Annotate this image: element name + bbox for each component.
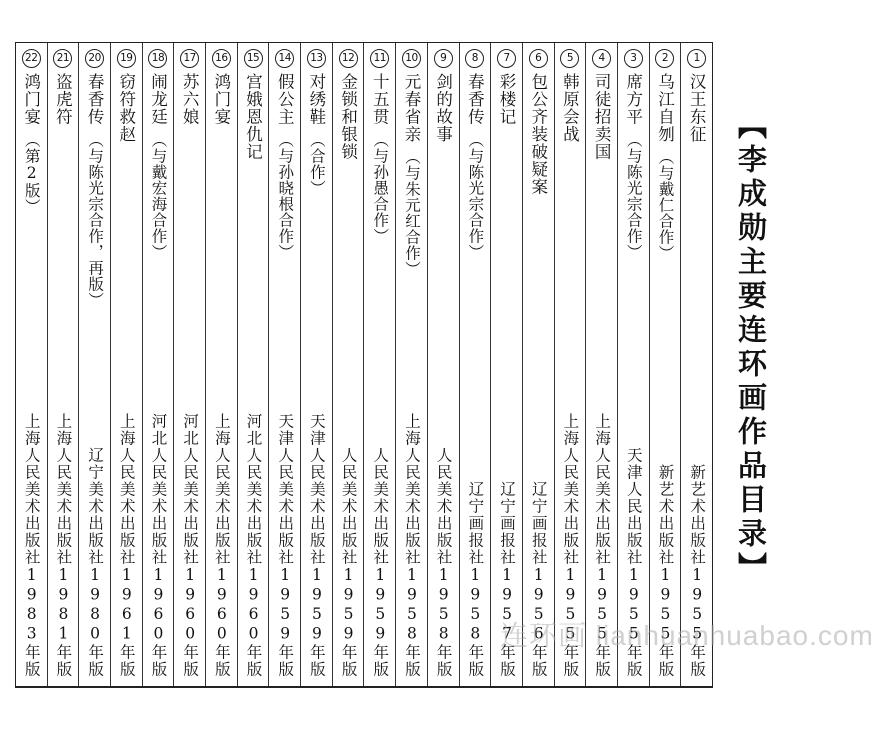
catalog-entry: [78, 43, 110, 686]
entry-number-badge: 3: [624, 49, 643, 68]
entry-publisher: 辽宁画报社1958年版: [466, 481, 485, 678]
entry-publisher: 河北人民美术出版社1960年版: [244, 413, 263, 678]
entry-publisher: 上海人民美术出版社1983年版: [22, 413, 41, 678]
entry-number-badge: 22: [22, 49, 41, 68]
entry-collaboration-note: （合作）: [307, 131, 326, 196]
entry-number-badge: 19: [117, 49, 136, 68]
catalog-entry: [332, 43, 364, 686]
entry-publisher: 上海人民美术出版社1960年版: [212, 413, 231, 678]
entry-number-badge: 2: [655, 49, 674, 68]
entry-title: 席方平: [623, 73, 643, 126]
entry-title: 剑的故事: [433, 73, 453, 143]
entry-title: 盗虎符: [53, 73, 73, 126]
entry-title: 春香传: [465, 73, 485, 126]
catalog-entry: [268, 43, 300, 686]
entry-number-badge: 18: [148, 49, 167, 68]
catalog-entry: [427, 43, 459, 686]
catalog-table: [15, 42, 713, 688]
catalog-entry: [110, 43, 142, 686]
entry-collaboration-note: （与戴仁合作）: [656, 149, 675, 261]
entry-publisher: 上海人民美术出版社1981年版: [54, 413, 73, 678]
entry-title: 金锁和银锁: [338, 73, 358, 161]
entry-title: 闹龙廷: [148, 73, 168, 126]
entry-publisher: 上海人民美术出版社1961年版: [117, 413, 136, 678]
entry-number-badge: 5: [560, 49, 579, 68]
entry-publisher: 新艺术出版社1955年版: [656, 464, 675, 678]
entry-title: 鸿门宴: [211, 73, 231, 126]
entry-publisher: 天津人民美术出版社1959年版: [307, 413, 326, 678]
entry-number-badge: 13: [307, 49, 326, 68]
entry-collaboration-note: （与孙愚合作）: [371, 131, 390, 244]
catalog-entry: [459, 43, 491, 686]
entry-number-badge: 21: [53, 49, 72, 68]
entry-publisher: 上海人民美术出版社1955年版: [593, 413, 612, 678]
catalog-entry: [395, 43, 427, 686]
catalog-entry: [649, 43, 681, 686]
entry-publisher: 辽宁美术出版社1980年版: [86, 447, 105, 678]
entry-title: 宫娥恩仇记: [243, 73, 263, 161]
entry-publisher: 天津人民出版社1955年版: [624, 447, 643, 678]
entry-title: 韩原会战: [560, 73, 580, 143]
catalog-entry: [617, 43, 649, 686]
catalog-entry: [680, 43, 712, 686]
catalog-entry: [237, 43, 269, 686]
entry-publisher: 辽宁画报社1957年版: [498, 481, 517, 678]
catalog-entry: [300, 43, 332, 686]
entry-title: 司徒招卖国: [592, 73, 612, 161]
catalog-entry: [173, 43, 205, 686]
catalog-entry: [585, 43, 617, 686]
entry-collaboration-note: （与孙晓根合作）: [276, 131, 295, 260]
entry-title: 假公主: [275, 73, 295, 126]
entry-collaboration-note: （与陈光宗合作，再版）: [86, 131, 105, 308]
entry-publisher: 人民美术出版社1959年版: [371, 447, 390, 678]
entry-number-badge: 6: [529, 49, 548, 68]
entry-publisher: 上海人民美术出版社1958年版: [402, 413, 421, 678]
entry-number-badge: 14: [275, 49, 294, 68]
entry-title: 元春省亲: [401, 73, 421, 143]
entry-publisher: 上海人民美术出版社1955年版: [561, 413, 580, 678]
entry-title: 鸿门宴: [21, 73, 41, 126]
entry-title: 乌江自刎: [655, 73, 675, 143]
catalog-entry: [205, 43, 237, 686]
entry-number-badge: 7: [497, 49, 516, 68]
entry-collaboration-note: （与朱元红合作）: [402, 149, 421, 277]
entry-number-badge: 12: [339, 49, 358, 68]
entry-number-badge: 17: [180, 49, 199, 68]
catalog-entry: [16, 43, 47, 686]
entry-publisher: 辽宁画报社1956年版: [529, 481, 548, 678]
entry-title: 春香传: [85, 73, 105, 126]
entry-collaboration-note: （第2版）: [22, 131, 41, 214]
entry-title: 对绣鞋: [306, 73, 326, 126]
catalog-entry: [522, 43, 554, 686]
catalog-entry: [490, 43, 522, 686]
entry-title: 汉王东征: [687, 73, 707, 143]
entry-publisher: 河北人民美术出版社1960年版: [149, 413, 168, 678]
entry-number-badge: 11: [370, 49, 389, 68]
entry-number-badge: 15: [244, 49, 263, 68]
catalog-entry: [363, 43, 395, 686]
watermark-text: 连环画 lianhuanhuabao.com: [500, 620, 874, 651]
entry-number-badge: 8: [465, 49, 484, 68]
entry-collaboration-note: （与戴宏海合作）: [149, 131, 168, 260]
entry-title: 苏六娘: [180, 73, 200, 126]
entry-publisher: 新艺术出版社1955年版: [688, 464, 707, 678]
entry-title: 彩楼记: [497, 73, 517, 126]
entry-publisher: 人民美术出版社1958年版: [434, 447, 453, 678]
page-title: 【李成勋主要连环画作品目录】: [734, 110, 768, 586]
catalog-entry: [47, 43, 79, 686]
entry-number-badge: 10: [402, 49, 421, 68]
catalog-entry: [554, 43, 586, 686]
entry-number-badge: 1: [687, 49, 706, 68]
entry-number-badge: 9: [434, 49, 453, 68]
entry-title: 十五贯: [370, 73, 390, 126]
entry-publisher: 河北人民美术出版社1960年版: [181, 413, 200, 678]
entry-publisher: 天津人民美术出版社1959年版: [276, 413, 295, 678]
entry-collaboration-note: （与陈光宗合作）: [624, 131, 643, 260]
entry-number-badge: 16: [212, 49, 231, 68]
entry-number-badge: 20: [85, 49, 104, 68]
catalog-entry: [142, 43, 174, 686]
entry-publisher: 人民美术出版社1959年版: [339, 447, 358, 678]
entry-title: 窃符救赵: [116, 73, 136, 143]
entry-number-badge: 4: [592, 49, 611, 68]
entry-title: 包公齐装破疑案: [528, 73, 548, 196]
entry-collaboration-note: （与陈光宗合作）: [466, 131, 485, 260]
